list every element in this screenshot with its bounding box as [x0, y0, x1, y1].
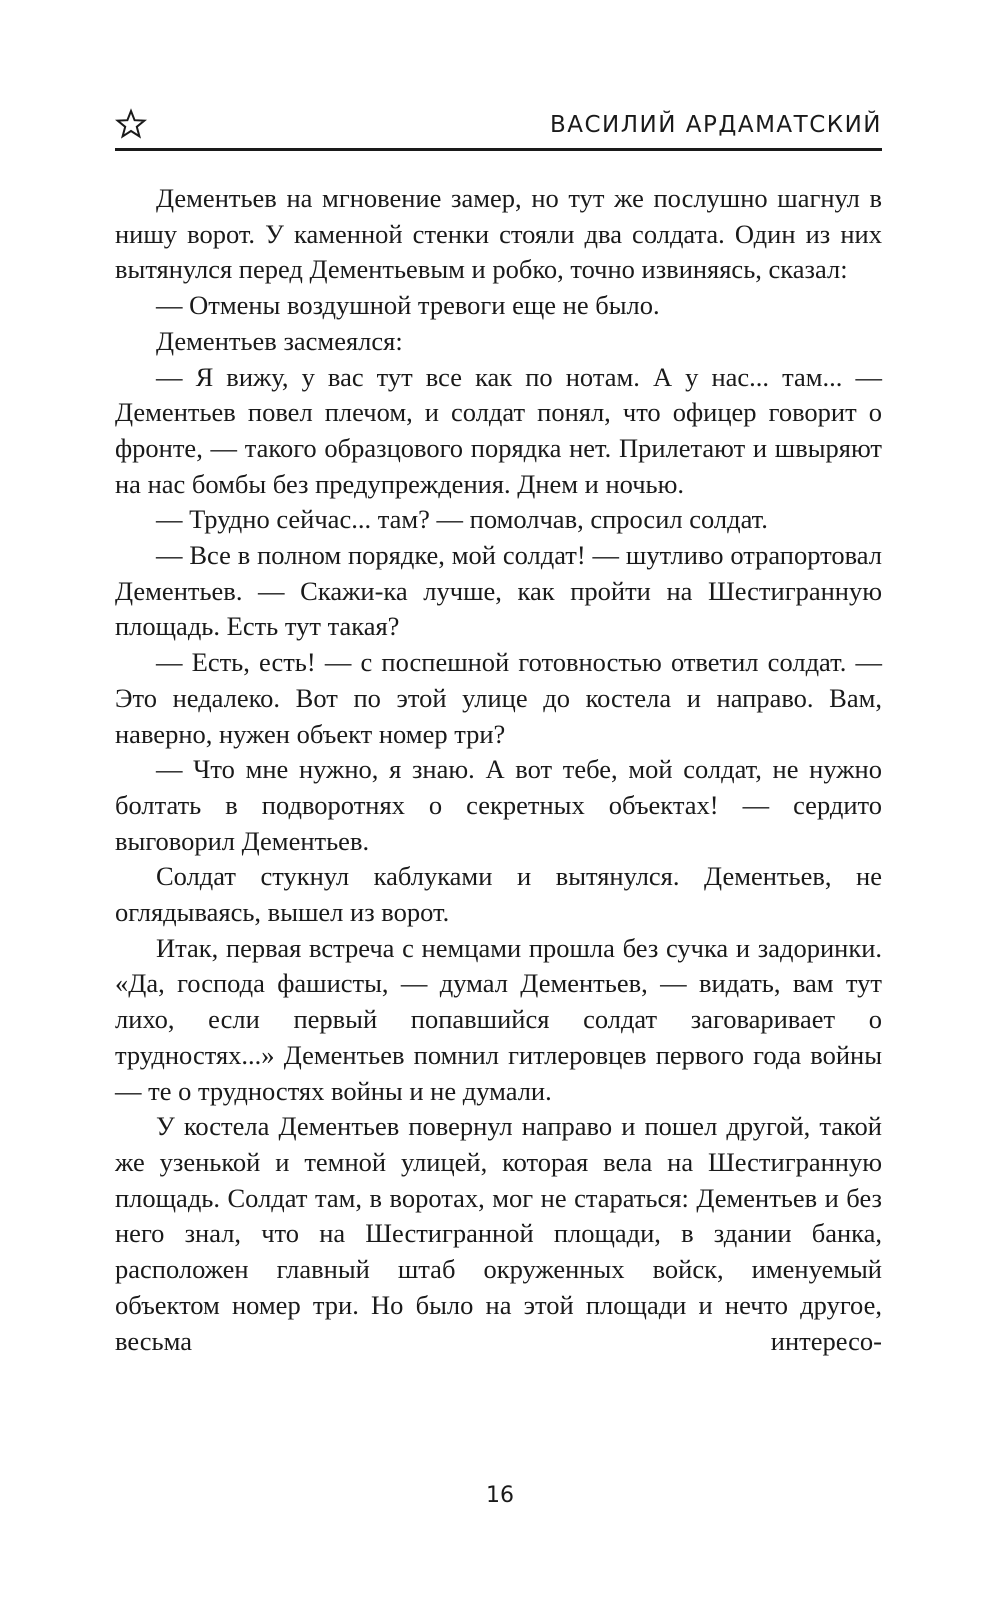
paragraph: Дементьев засмеялся:	[156, 325, 403, 356]
paragraph: Солдат стукнул каблуками и вытянулся. Дементьев, не оглядываясь, вышел из ворот.	[115, 861, 882, 928]
paragraph: — Есть, есть! — с поспешной готовностью ответил солдат. — Это недалеко. Вот по этой улице до костела и направо. Вам, наверно, нужен объект номер три?	[115, 647, 882, 749]
page-number: 16	[486, 1483, 514, 1508]
header-rule	[115, 148, 882, 151]
paragraph: — Что мне нужно, я знаю. А вот тебе, мой солдат, не нужно болтать в подворотнях о секретных объектах! — сердито выговорил Дементьев.	[115, 754, 882, 856]
body-text	[115, 181, 882, 1359]
running-header	[115, 108, 882, 148]
paragraph: Итак, первая встреча с немцами прошла без сучка и задоринки. «Да, господа фашисты, — думал Дементьев, — видать, вам тут лихо, если первый попавшийся солдат заговаривает о трудностях...» Дементьев помнил гитлеровцев первого года войны — те о трудностях войны и не думали.	[115, 932, 882, 1106]
paragraph: Дементьев на мгновение замер, но тут же послушно шагнул в нишу ворот. У каменной стенки стояли два солдата. Один из них вытянулся перед Дементьевым и робко, точно извиняясь, сказал:	[115, 183, 882, 285]
star-icon	[115, 108, 147, 140]
author-name: ВАСИЛИЙ АРДАМАТСКИЙ	[549, 112, 882, 138]
paragraph: — Трудно сейчас... там? — помолчав, спросил солдат.	[156, 504, 768, 535]
paragraph: — Все в полном порядке, мой солдат! — шутливо отрапортовал Дементьев. — Скажи-ка лучше, как пройти на Шестигранную площадь. Есть тут такая?	[115, 540, 882, 642]
paragraph: — Отмены воздушной тревоги еще не было.	[156, 290, 660, 321]
paragraph: — Я вижу, у вас тут все как по нотам. А у нас... там... — Дементьев повел плечом, и солдат понял, что офицер говорит о фронте, — такого образцового порядка нет. Прилетают и швыряют на нас бомбы без предупреждения. Днем и ночью.	[115, 361, 882, 499]
paragraph: У костела Дементьев повернул направо и пошел другой, такой же узенькой и темной улицей, которая вела на Шестигранную площадь. Солдат там, в воротах, мог не стараться: Дементьев и без него знал, что на Шестигранной площади, в здании банка, расположен главный штаб окруженных войск, именуемый объектом номер три. Но было на этой площади и нечто другое, весьма интересо-	[115, 1111, 882, 1356]
